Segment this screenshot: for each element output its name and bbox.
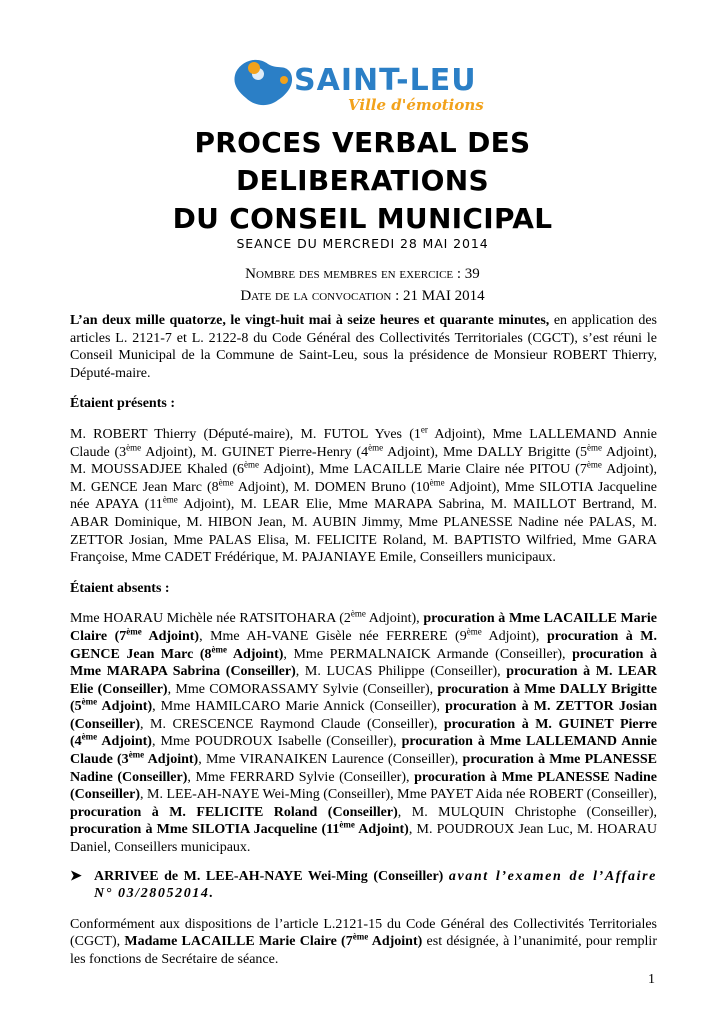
arrivee-bold: ARRIVEE de M. LEE-AH-NAYE Wei-Ming (Conseiller)	[94, 868, 444, 884]
presents-list: M. ROBERT Thierry (Député-maire), M. FUTOL Yves (1er Adjoint), Mme LALLEMAND Annie Claude (3ème Adjoint), M. GUINET Pierre-Henry (4ème Adjoint), Mme DALLY Brigitte (5ème Adjoint), M. MOUSSADJEE Khaled (6ème Adjoint), Mme LACAILLE Marie Claire née PITOU (7ème Adjoint), M. GENCE Jean Marc (8ème Adjoint), M. DOMEN Bruno (10ème Adjoint), Mme SILOTIA Jacqueline née APAYA (11ème Adjoint), M. LEAR Elie, Mme MARAPA Sabrina, M. MAILLOT Bertrand, M. ABAR Dominique, M. HIBON Jean, M. AUBIN Jimmy, Mme PLANESSE Nadine née PALAS, M. ZETTOR Josian, Mme PALAS Elisa, M. FELICITE Roland, M. BAPTISTO Wilfried, Mme GARA Françoise, Mme CADET Frédérique, M. PAJANIAYE Emile, Conseillers municipaux.	[70, 424, 658, 566]
absents-list: Mme HOARAU Michèle née RATSITOHARA (2ème Adjoint), procuration à Mme LACAILLE Marie Claire (7ème Adjoint), Mme AH-VANE Gisèle née FERRERE (9ème Adjoint), procuration à M. GENCE Jean Marc (8ème Adjoint), Mme PERMALNAICK Armande (Conseiller), procuration à Mme MARAPA Sabrina (Conseiller), M. LUCAS Philippe (Conseiller), procuration à M. LEAR Elie (Conseiller), Mme COMORASSAMY Sylvie (Conseiller), procuration à Mme DALLY Brigitte (5ème Adjoint), Mme HAMILCARO Marie Annick (Conseiller), procuration à M. ZETTOR Josian (Conseiller), M. CRESCENCE Raymond Claude (Conseiller), procuration à M. GUINET Pierre (4ème Adjoint), Mme POUDROUX Isabelle (Conseiller), procuration à Mme LALLEMAND Annie Claude (3ème Adjoint), Mme VIRANAIKEN Laurence (Conseiller), procuration à Mme PLANESSE Nadine (Conseiller), Mme FERRARD Sylvie (Conseiller), procuration à Mme PLANESSE Nadine (Conseiller), M. LEE-AH-NAYE Wei-Ming (Conseiller), Mme PAYET Aida née ROBERT (Conseiller), procuration à M. FELICITE Roland (Conseiller), M. MULQUIN Christophe (Conseiller), procuration à Mme SILOTIA Jacqueline (11ème Adjoint), M. POUDROUX Jean Luc, M. HOARAU Daniel, Conseillers municipaux.	[70, 608, 658, 856]
convocation-date: Date de la convocation : 21 MAI 2014	[240, 288, 485, 304]
intro-text: en application des articles L. 2121-7 et L. 2122-8 du Code Général des Collectivités Territoriales (CGCT), s’est réuni le Conseil Municipal de la Commune de Saint-Leu, sous la présidence de Monsieur ROBERT Thierry, Député-maire.	[70, 313, 657, 381]
arrivee-italic: avant l’examen de l’Affaire N° 03/28052014.	[94, 868, 657, 902]
seance-date: SEANCE DU MERCREDI 28 MAI 2014	[236, 236, 489, 251]
absents-heading: Étaient absents :	[70, 580, 170, 596]
page-title	[0, 124, 725, 238]
document-body	[70, 312, 657, 969]
arrow-bullet-icon: ➤	[70, 868, 82, 884]
title-line-1: PROCES VERBAL DES	[194, 126, 531, 159]
logo-tagline: Ville d'émotions	[348, 96, 484, 114]
saint-leu-logo	[228, 50, 498, 120]
saint-leu-logo-graphic	[228, 50, 498, 120]
intro-paragraph	[70, 312, 657, 382]
secretaire-paragraph: Conformément aux dispositions de l’article L.2121-15 du Code Général des Collectivités Territoriales (CGCT), Madame LACAILLE Marie Claire (7ème Adjoint) est désignée, à l’unanimité, pour remplir les fonctions de Secrétaire de séance.	[70, 916, 657, 967]
arrivee-note	[70, 868, 657, 903]
intro-bold: L’an deux mille quatorze, le vingt-huit mai à seize heures et quarante minutes,	[70, 313, 550, 328]
membres-count: Nombre des membres en exercice : 39	[245, 266, 480, 282]
title-line-2: DELIBERATIONS	[236, 164, 489, 197]
page-number: 1	[648, 972, 655, 987]
presents-heading: Étaient présents :	[70, 396, 175, 412]
logo-brand: SAINT-LEU	[294, 63, 477, 98]
title-line-3: DU CONSEIL MUNICIPAL	[172, 202, 553, 235]
